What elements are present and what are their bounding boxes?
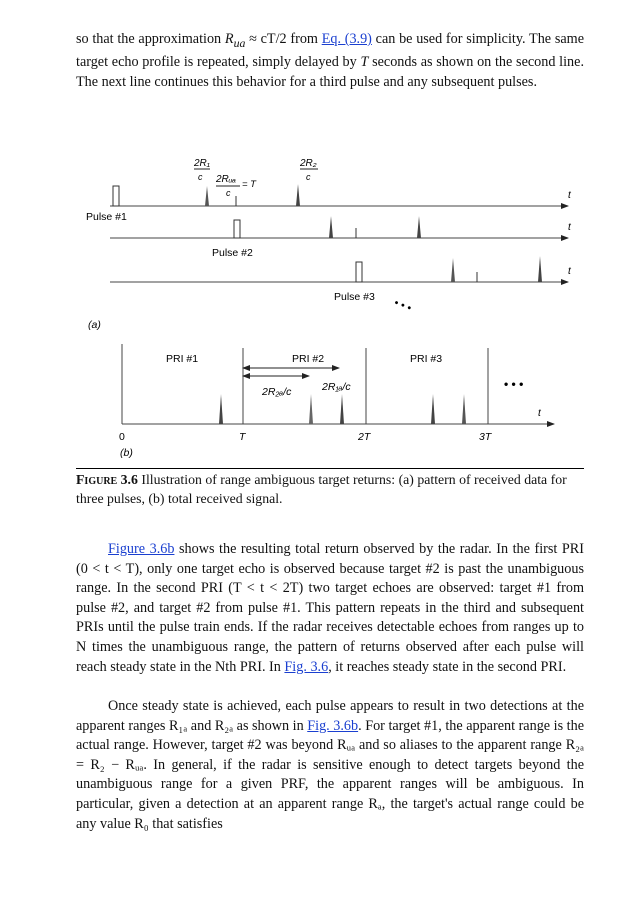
text-run: can be used for simplicity. The same target echo profile is repeated, simply delayed by — [76, 31, 584, 71]
symbol-sub: ua — [233, 35, 246, 50]
ellipsis-a: • • • — [392, 296, 414, 315]
tick-3T: 3T — [479, 431, 492, 443]
echo-target2-pulse1 — [296, 184, 300, 206]
echo-pri2-target2 — [309, 394, 313, 424]
echo-pri3-target2 — [431, 394, 435, 424]
pulse1-rect — [113, 186, 119, 206]
echo-pri1-target1 — [219, 394, 223, 424]
fig-3-6b-link[interactable]: Figure 3.6b — [108, 541, 175, 557]
caption-text: Illustration of range ambiguous target returns: (a) pattern of received data for three pulses, (b) total received signal. — [76, 472, 567, 506]
text-run: shows the resulting total return observed by the radar. In the first PRI (0 < t < T), only one target echo is observed because target #2 is past the unambiguous range. In the second PRI (T < t < 2T) two target echoes are observed: target #1 from pulse #2, and target #2 from pulse #1. This pattern repeats in the third and subsequent PRIs until the pulse train ends. If the radar receives detectable echoes from ranges up to N times the unambiguous range, the pattern of returns observed after each pulse will reach steady state in the Nth PRI. In — [76, 541, 584, 675]
echo-target2-pulse3 — [538, 256, 542, 282]
text-run: Once steady state is achieved, each pulse appears to result in two detections at the apparent ranges R₁ₐ and R₂ₐ as shown in — [76, 698, 584, 734]
text-run: so that the approximation — [76, 31, 225, 47]
pri2-label: PRI #2 — [292, 353, 325, 365]
label-c: c — [306, 172, 311, 182]
pulse3-label: Pulse #3 — [334, 291, 375, 303]
pri1-label: PRI #1 — [166, 353, 199, 365]
pulse2-label: Pulse #2 — [212, 247, 253, 259]
echo-target1-pulse1 — [205, 186, 209, 206]
t-label: t — [538, 408, 541, 419]
text-run: seconds as shown on the second line. The next line continues this behavior for a third pulse and any subsequent pulses. — [76, 54, 584, 91]
tick-2T: 2T — [358, 431, 371, 443]
pulse2-rect — [234, 220, 240, 238]
figure-caption — [76, 471, 584, 508]
echo-pri3-target1 — [462, 394, 466, 424]
echo-target1-pulse2 — [329, 216, 333, 238]
t-label: t — [568, 266, 571, 277]
fig-3-6-link[interactable]: Fig. 3.6 — [284, 658, 329, 675]
label-2R2: 2R₂ — [300, 158, 317, 169]
pulse1-label: Pulse #1 — [86, 211, 127, 223]
echo-pri2-target1 — [340, 394, 344, 424]
label-2R1a: 2R₁ₐ/c — [322, 381, 351, 393]
tick-0: 0 — [119, 431, 125, 443]
label-2R2a: 2R₂ₐ/c — [262, 386, 292, 398]
text-run: ≈ cT/2 from — [245, 31, 322, 47]
label-c: c — [198, 172, 203, 182]
body-paragraph-2 — [76, 697, 584, 834]
symbol: R — [224, 31, 234, 47]
intro-paragraph — [76, 30, 584, 93]
tick-T: T — [239, 431, 246, 443]
label-2R1: 2R₁ — [194, 158, 210, 169]
t-label: t — [568, 222, 571, 233]
figure-3-6 — [76, 150, 584, 468]
echo-target1-pulse3 — [451, 258, 455, 282]
ellipsis-b: • • • — [504, 377, 524, 391]
fig-3-6b-link-2[interactable]: Fig. 3.6b — [307, 717, 359, 734]
panel-b-label: (b) — [120, 447, 133, 459]
eq-3-9-link[interactable]: Eq. (3.9) — [321, 31, 372, 47]
text-run: . For target #1, the apparent range is the actual range. However, target #2 was beyond Rᵤₐ and so aliases to the apparent range R₂ₐ = R₂ − Rᵤₐ. In general, if the radar is sensitive enough to detect targets beyond the unambiguous range for a given PRF, the apparent ranges will be ambiguous. In particular, given a detection at an apparent range Rₐ, the target's actual range could be any value R₀ that satisfies — [76, 717, 584, 832]
pulse3-rect — [356, 262, 362, 282]
caption-rule — [76, 468, 584, 469]
label-2Rua: 2Rᵤₐ — [216, 174, 236, 185]
t-label: t — [568, 190, 571, 201]
caption-label: Figure 3.6 — [76, 472, 138, 487]
pri3-label: PRI #3 — [410, 353, 443, 365]
body-paragraph-1 — [76, 540, 584, 677]
text-run: , it reaches steady state in the second PRI. — [328, 658, 567, 675]
label-c: c — [226, 188, 231, 198]
panel-a-label: (a) — [88, 319, 101, 331]
symbol: T — [360, 54, 369, 71]
label-eq-T: = T — [242, 179, 256, 190]
echo-target2-pulse2 — [417, 216, 421, 238]
